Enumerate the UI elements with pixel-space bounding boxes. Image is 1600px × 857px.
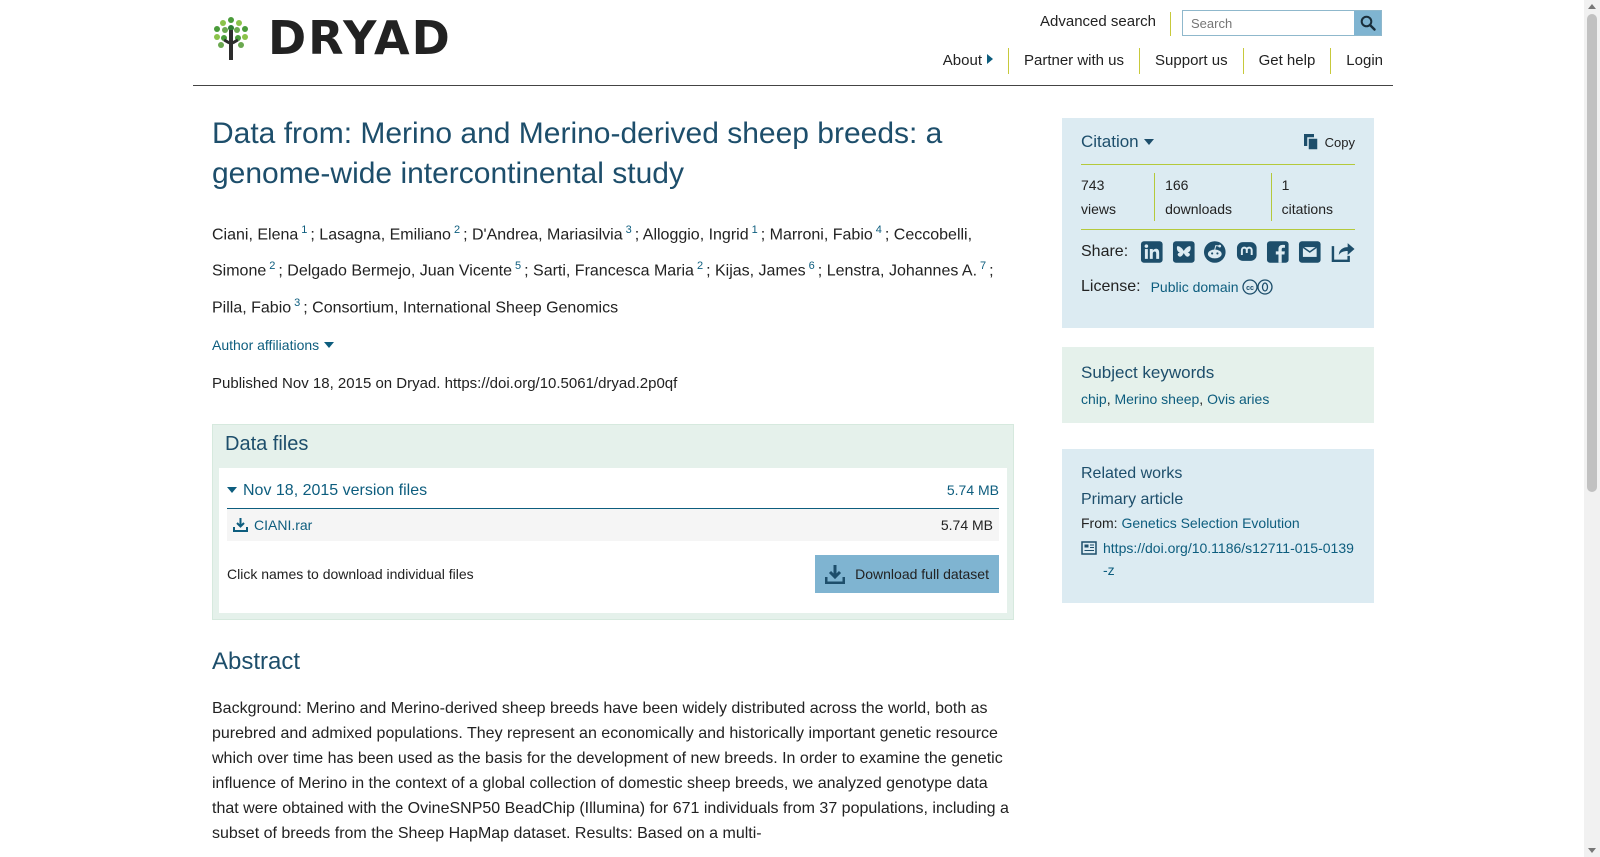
author-name: Lasagna, Emiliano: [319, 226, 451, 244]
linkedin-icon[interactable]: [1140, 240, 1164, 264]
caret-down-icon: [1144, 139, 1154, 145]
facebook-icon[interactable]: [1266, 240, 1290, 264]
abstract-text: Background: Merino and Merino-derived sheep breeds have been widely distributed across the world, both as purebred and admixed populations. They represent an economically and historically important genetic resource which over time has been used as the basis for the development of new breeds. In order to examine the genetic influence of Merino in the context of a global collection of domestic sheep breeds, we analyzed genotype data that were obtained with the OvineSNP50 BeadChip (Illumina) for 671 individuals from 37 populations, including a subset of breeds from the Sheep HapMap dataset. Results: Based on a multi-: [212, 699, 1009, 842]
download-full-dataset-label: Download full dataset: [855, 565, 989, 582]
stat-label: citations: [1281, 201, 1333, 217]
stat-views: [1081, 173, 1155, 221]
keyword-link[interactable]: Merino sheep: [1114, 391, 1200, 407]
stat-label: downloads: [1165, 201, 1232, 217]
affiliation-link[interactable]: 2: [453, 224, 461, 236]
keywords-list: chip, Merino sheep, Ovis aries: [1081, 391, 1270, 407]
affiliation-link[interactable]: 7: [980, 260, 987, 273]
dryad-logo[interactable]: [212, 11, 452, 65]
nav-about[interactable]: [928, 48, 1008, 74]
nav-login[interactable]: Login: [1330, 48, 1383, 74]
license-row: [1081, 278, 1355, 296]
article-doi-link[interactable]: https://doi.org/10.1186/s12711-015-0139-z: [1103, 540, 1354, 578]
journal-link[interactable]: Genetics Selection Evolution: [1121, 515, 1300, 531]
article-icon: [1081, 541, 1097, 555]
related-works-panel: [1062, 449, 1374, 603]
author-name: Marroni, Fabio: [769, 226, 873, 244]
file-row: [227, 509, 999, 541]
affiliation-link[interactable]: 6: [808, 260, 815, 273]
stat-label: views: [1081, 201, 1117, 217]
copy-icon: [1303, 133, 1319, 151]
mastodon-icon[interactable]: [1235, 240, 1259, 264]
file-download-link[interactable]: CIANI.rar: [254, 516, 313, 533]
citation-toggle[interactable]: [1081, 132, 1154, 152]
dataset-main: [212, 114, 1014, 846]
affiliation-link[interactable]: 5: [515, 260, 522, 273]
share-icon[interactable]: [1330, 240, 1356, 264]
caret-right-icon: [987, 54, 993, 64]
nav-support[interactable]: Support us: [1139, 48, 1243, 74]
search-form: [1182, 10, 1382, 36]
download-icon: [825, 564, 845, 584]
stat-value: 1: [1281, 177, 1290, 193]
dryad-tree-icon: [212, 16, 250, 60]
svg-text:cc: cc: [1245, 285, 1254, 292]
related-from: [1081, 515, 1355, 531]
affiliation-link[interactable]: 3: [294, 296, 301, 309]
citation-title: Citation: [1081, 132, 1139, 151]
data-files-heading: Data files: [225, 432, 309, 455]
license-link[interactable]: Public domain: [1150, 279, 1239, 295]
version-toggle[interactable]: [227, 482, 999, 509]
author-name: Ciani, Elena: [212, 226, 299, 244]
advanced-search-link[interactable]: Advanced search: [1040, 12, 1171, 36]
logo-wordmark: DRYAD: [268, 11, 452, 65]
affiliation-link[interactable]: 1: [751, 224, 758, 236]
search-input[interactable]: [1183, 11, 1354, 35]
copy-label: Copy: [1324, 134, 1355, 150]
download-hint: Click names to download individual files: [227, 565, 474, 582]
keywords-title: Subject keywords: [1081, 363, 1215, 382]
share-bar: [1081, 240, 1355, 264]
download-icon: [233, 517, 248, 532]
nav-about-label: About: [942, 52, 982, 69]
published-info: Published Nov 18, 2015 on Dryad. https://doi.org/10.5061/dryad.2p0qf: [212, 374, 678, 392]
author-name: Alloggio, Ingrid: [642, 226, 749, 244]
author-name: Pilla, Fabio: [212, 298, 292, 316]
author-name: D'Andrea, Mariasilvia: [471, 226, 623, 244]
reddit-icon[interactable]: [1203, 240, 1227, 264]
related-doi: [1081, 537, 1355, 581]
author-name: Sarti, Francesca Maria: [533, 262, 694, 280]
dataset-title: Data from: Merino and Merino-derived sheep breeds: a genome-wide intercontinental study: [212, 117, 943, 190]
affiliation-link[interactable]: 3: [625, 224, 632, 236]
stat-value: 166: [1165, 177, 1189, 193]
scroll-up-arrow[interactable]: [1588, 4, 1596, 9]
data-files-footer: [227, 555, 999, 593]
caret-down-icon: [324, 342, 334, 348]
file-size: 5.74 MB: [940, 516, 993, 533]
author-name: Consortium, International Sheep Genomics: [312, 298, 619, 316]
caret-down-icon: [227, 487, 237, 493]
data-files-panel: [212, 424, 1014, 620]
affiliation-link[interactable]: 2: [269, 260, 276, 273]
share-label: Share:: [1081, 243, 1129, 260]
author-name: Delgado Bermejo, Juan Vicente: [287, 262, 512, 280]
page-scrollbar[interactable]: [1584, 0, 1600, 857]
related-works-title: Related works: [1081, 465, 1183, 482]
from-label: From:: [1081, 515, 1118, 531]
bluesky-icon[interactable]: [1172, 240, 1196, 264]
nav-help[interactable]: Get help: [1243, 48, 1331, 74]
main-nav: [928, 48, 1383, 74]
copy-citation-button[interactable]: [1303, 133, 1355, 151]
site-header: [193, 0, 1393, 86]
search-icon: [1360, 15, 1376, 31]
keyword-link[interactable]: Ovis aries: [1207, 391, 1270, 407]
affiliation-link[interactable]: 2: [696, 260, 704, 273]
data-files-body: [219, 468, 1007, 613]
scroll-down-arrow[interactable]: [1588, 848, 1596, 853]
author-name: Kijas, James: [714, 262, 806, 280]
nav-partner[interactable]: Partner with us: [1008, 48, 1139, 74]
citation-panel: [1062, 118, 1374, 328]
author-name: Lenstra, Johannes A.: [826, 262, 978, 280]
stat-downloads: [1165, 173, 1272, 221]
cc-zero-icon: [1242, 279, 1274, 295]
stat-citations: [1282, 173, 1345, 221]
stat-value: 743: [1081, 177, 1105, 193]
subject-keywords-panel: [1062, 347, 1374, 423]
scrollbar-thumb[interactable]: [1587, 14, 1597, 492]
metrics: [1081, 173, 1355, 230]
author-affiliations-toggle[interactable]: [212, 337, 1014, 353]
email-icon[interactable]: [1298, 240, 1322, 264]
author-list: Ciani, Elena $^1$ ; Lasagna, Emiliano $^2$ ; D'Andrea, Mariasilvia $^3$ ; Alloggio, Ingrid $^1$ ; Marroni, Fabio $^4$ ; Ceccobelli, Simone $^2$ ; Delgado Bermejo, Juan Vicente $^5$ ; Sarti, Francesca Maria $^2$ ; Kijas, James $^6$ ; Lenstra, Johannes A. $^7$ ; Pilla, Fabio $^3$ ; Consortium, International Sheep Genomics: [212, 224, 994, 316]
version-size: 5.74 MB: [946, 481, 999, 498]
author-affiliations-label: Author affiliations: [212, 336, 320, 353]
search-button[interactable]: [1354, 11, 1381, 35]
primary-article-label: Primary article: [1081, 491, 1184, 508]
affiliation-link[interactable]: 4: [875, 224, 882, 236]
keyword-link[interactable]: chip: [1081, 391, 1107, 407]
download-full-dataset-button[interactable]: [815, 555, 999, 593]
affiliation-link[interactable]: 1: [301, 224, 308, 236]
version-label: Nov 18, 2015 version files: [243, 481, 428, 499]
license-label: License:: [1081, 278, 1141, 295]
author-name: Ceccobelli, Simone: [212, 226, 973, 280]
abstract-heading: Abstract: [212, 647, 301, 675]
